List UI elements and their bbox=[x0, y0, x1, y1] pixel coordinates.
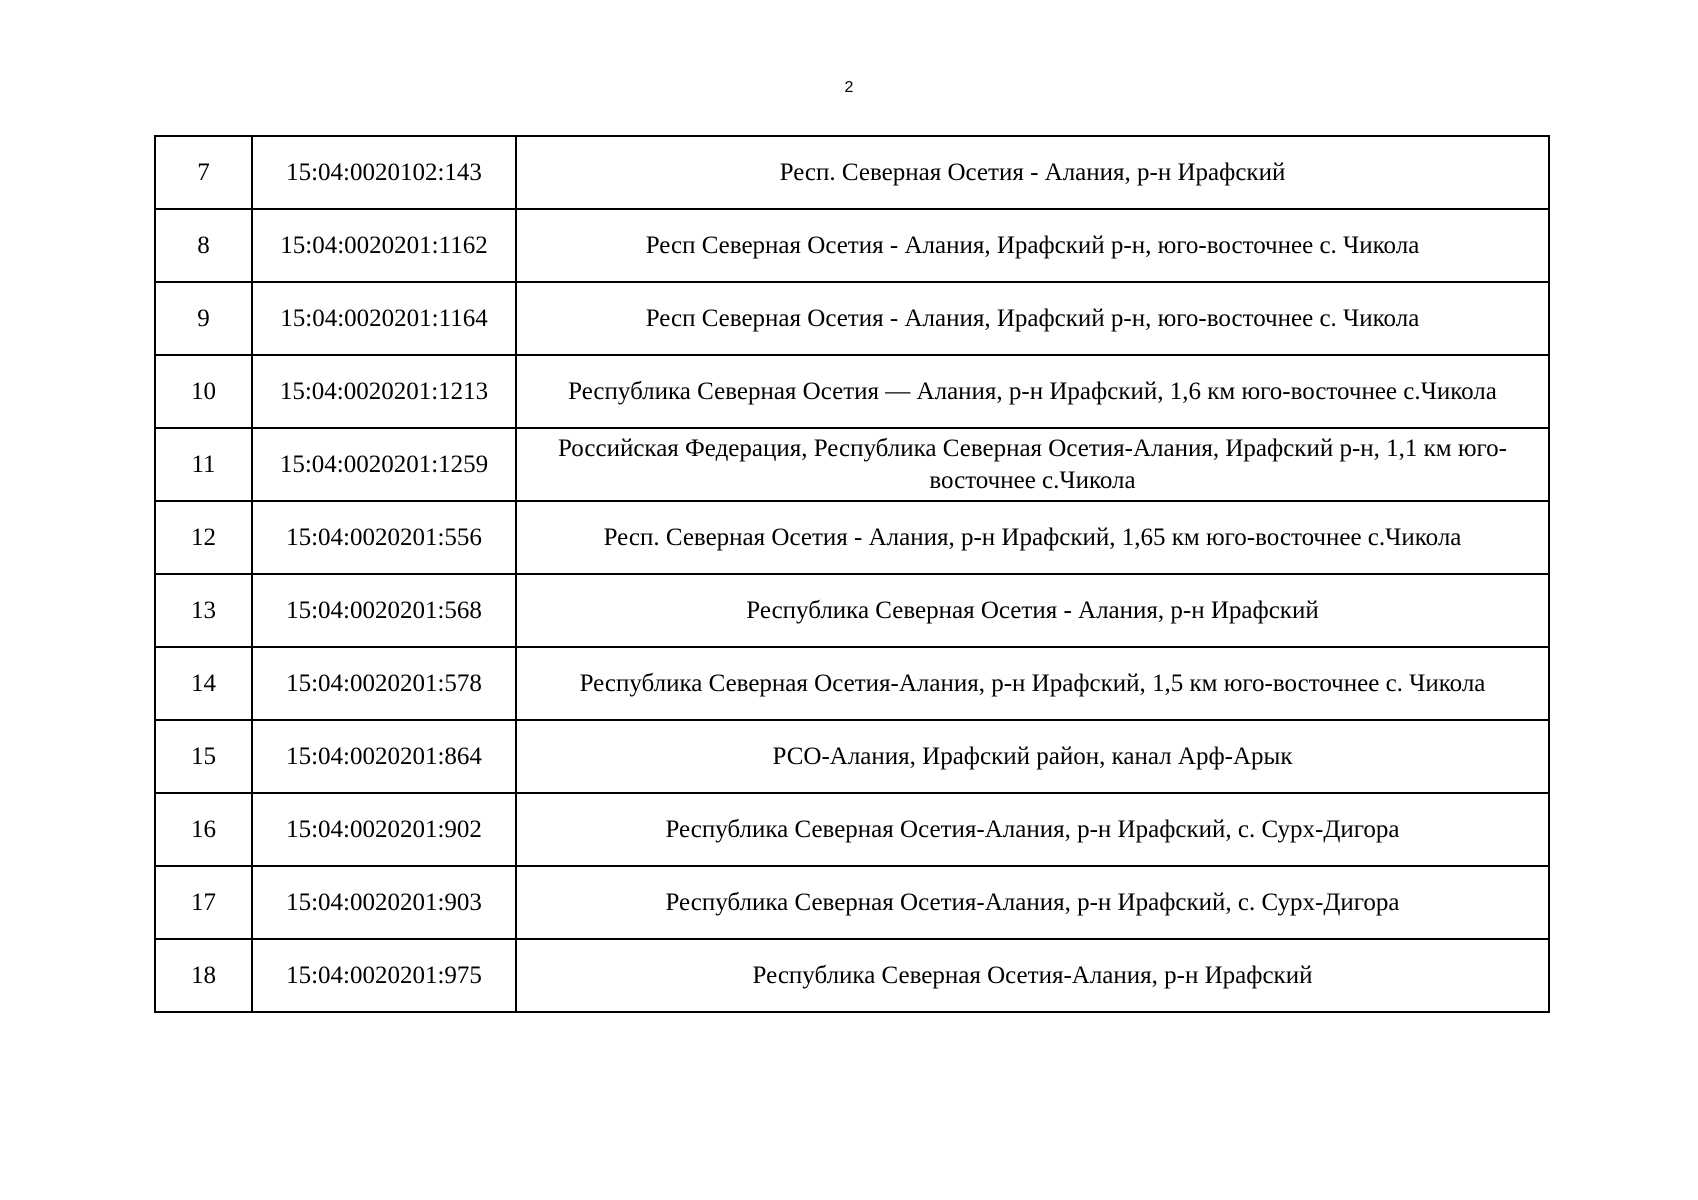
table-row bbox=[155, 355, 1549, 428]
cadastral-number-cell: 15:04:0020201:1162 bbox=[252, 209, 516, 282]
table-row bbox=[155, 647, 1549, 720]
row-number-cell: 14 bbox=[155, 647, 252, 720]
row-number-cell: 9 bbox=[155, 282, 252, 355]
parcels-table bbox=[154, 135, 1550, 1013]
address-cell: Респ Северная Осетия - Алания, Ирафский р-н, юго-восточнее с. Чикола bbox=[516, 209, 1549, 282]
address-cell: РСО-Алания, Ирафский район, канал Арф-Арык bbox=[516, 720, 1549, 793]
table-row bbox=[155, 136, 1549, 209]
address-cell: Республика Северная Осетия-Алания, р-н Ирафский bbox=[516, 939, 1549, 1012]
address-cell: Респ. Северная Осетия - Алания, р-н Ирафский bbox=[516, 136, 1549, 209]
cadastral-number-cell: 15:04:0020201:975 bbox=[252, 939, 516, 1012]
cadastral-number-cell: 15:04:0020102:143 bbox=[252, 136, 516, 209]
address-cell: Респ. Северная Осетия - Алания, р-н Ирафский, 1,65 км юго-восточнее с.Чикола bbox=[516, 501, 1549, 574]
cadastral-number-cell: 15:04:0020201:578 bbox=[252, 647, 516, 720]
cadastral-number-cell: 15:04:0020201:556 bbox=[252, 501, 516, 574]
address-cell: Республика Северная Осетия-Алания, р-н Ирафский, 1,5 км юго-восточнее с. Чикола bbox=[516, 647, 1549, 720]
cadastral-number-cell: 15:04:0020201:568 bbox=[252, 574, 516, 647]
address-cell: Республика Северная Осетия-Алания, р-н Ирафский, с. Сурх-Дигора bbox=[516, 866, 1549, 939]
table-row bbox=[155, 574, 1549, 647]
address-cell: Республика Северная Осетия - Алания, р-н Ирафский bbox=[516, 574, 1549, 647]
cadastral-number-cell: 15:04:0020201:902 bbox=[252, 793, 516, 866]
table-row bbox=[155, 209, 1549, 282]
row-number-cell: 15 bbox=[155, 720, 252, 793]
row-number-cell: 10 bbox=[155, 355, 252, 428]
table-row bbox=[155, 501, 1549, 574]
row-number-cell: 16 bbox=[155, 793, 252, 866]
address-cell: Республика Северная Осетия-Алания, р-н Ирафский, с. Сурх-Дигора bbox=[516, 793, 1549, 866]
row-number-cell: 18 bbox=[155, 939, 252, 1012]
table-row bbox=[155, 720, 1549, 793]
cadastral-number-cell: 15:04:0020201:1259 bbox=[252, 428, 516, 501]
row-number-cell: 12 bbox=[155, 501, 252, 574]
cadastral-number-cell: 15:04:0020201:1164 bbox=[252, 282, 516, 355]
table-row bbox=[155, 866, 1549, 939]
address-cell: Респ Северная Осетия - Алания, Ирафский р-н, юго-восточнее с. Чикола bbox=[516, 282, 1549, 355]
row-number-cell: 7 bbox=[155, 136, 252, 209]
row-number-cell: 13 bbox=[155, 574, 252, 647]
parcels-table-body bbox=[155, 136, 1549, 1012]
address-cell: Республика Северная Осетия — Алания, р-н Ирафский, 1,6 км юго-восточнее с.Чикола bbox=[516, 355, 1549, 428]
page-number: 2 bbox=[844, 79, 854, 96]
row-number-cell: 17 bbox=[155, 866, 252, 939]
table-row bbox=[155, 939, 1549, 1012]
cadastral-number-cell: 15:04:0020201:903 bbox=[252, 866, 516, 939]
table-row bbox=[155, 282, 1549, 355]
row-number-cell: 8 bbox=[155, 209, 252, 282]
cadastral-number-cell: 15:04:0020201:864 bbox=[252, 720, 516, 793]
address-cell: Российская Федерация, Республика Северная Осетия-Алания, Ирафский р-н, 1,1 км юго-восточнее с.Чикола bbox=[516, 428, 1549, 501]
table-row bbox=[155, 793, 1549, 866]
row-number-cell: 11 bbox=[155, 428, 252, 501]
cadastral-number-cell: 15:04:0020201:1213 bbox=[252, 355, 516, 428]
table-row bbox=[155, 428, 1549, 501]
